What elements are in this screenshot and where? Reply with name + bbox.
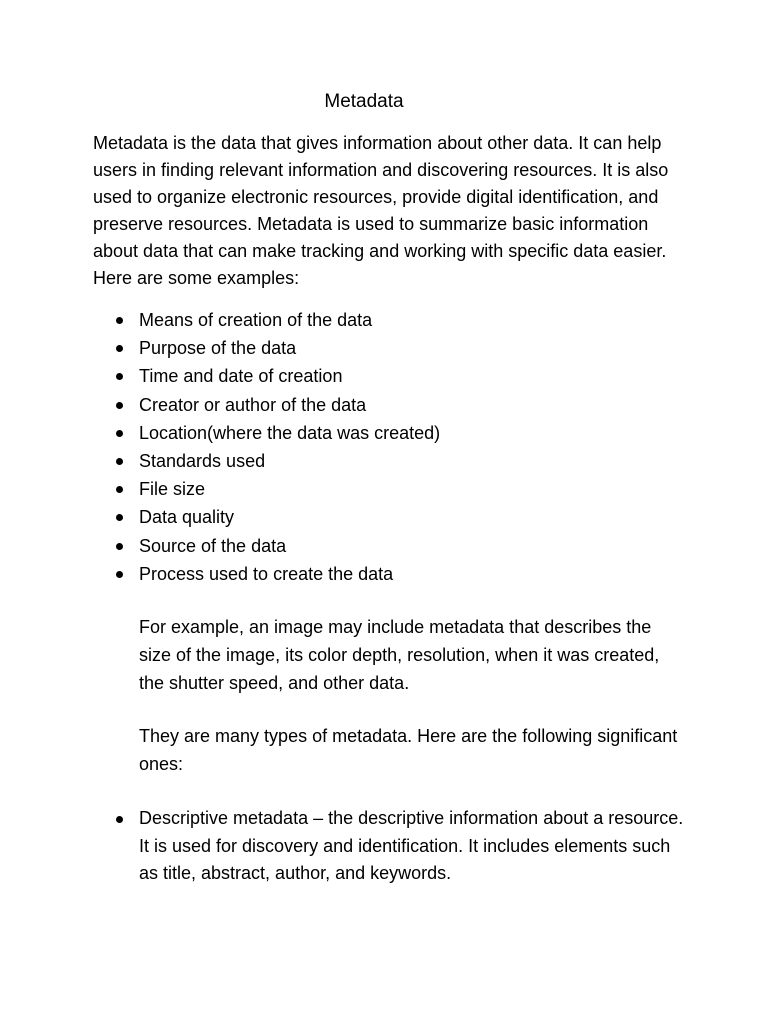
types-list [93, 805, 693, 888]
list-item: Location(where the data was created) [93, 419, 693, 447]
list-item: Source of the data [93, 532, 693, 560]
list-item: Descriptive metadata – the descriptive information about a resource. It is used for discovery and identification. It includes elements such as title, abstract, author, and keywords. [93, 805, 693, 888]
intro-paragraph: Metadata is the data that gives information about other data. It can help users in finding relevant information and discovering resources. It is also used to organize electronic resources, provide digital identification, and preserve resources. Metadata is used to summarize basic information about data that can make tracking and working with specific data easier. Here are some examples: [93, 133, 669, 288]
types-intro-paragraph: They are many types of metadata. Here are the following significant ones: [139, 726, 678, 774]
list-item: Process used to create the data [93, 560, 693, 588]
list-item: Purpose of the data [93, 334, 693, 362]
list-item: File size [93, 475, 693, 503]
list-item: Standards used [93, 447, 693, 475]
examples-list [93, 306, 693, 588]
list-item: Time and date of creation [93, 362, 693, 390]
list-item: Data quality [93, 503, 693, 531]
list-item: Means of creation of the data [93, 306, 693, 334]
example-paragraph: For example, an image may include metadata that describes the size of the image, its color depth, resolution, when it was created, the shutter speed, and other data. [139, 617, 660, 693]
document-title: Metadata [324, 91, 404, 112]
list-item: Creator or author of the data [93, 391, 693, 419]
